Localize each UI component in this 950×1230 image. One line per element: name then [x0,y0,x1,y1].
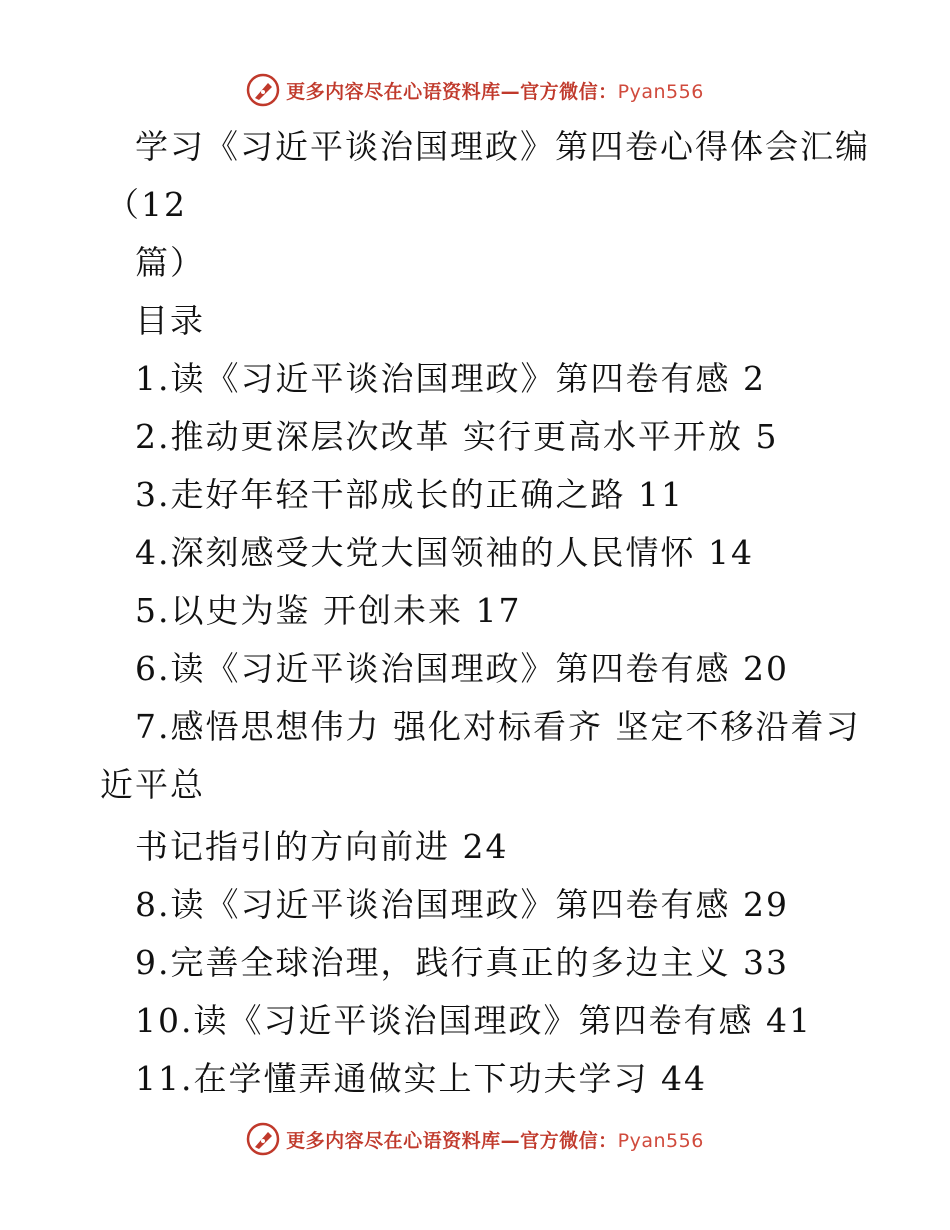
toc-item-continuation[interactable]: 近平总 [100,765,205,804]
toc-item[interactable]: 1.读《习近平谈治国理政》第四卷有感 2 [135,359,766,398]
toc-item[interactable]: 10.读《习近平谈治国理政》第四卷有感 41 [135,1001,812,1040]
pen-nib-logo-icon [246,73,280,107]
toc-item[interactable]: 8.读《习近平谈治国理政》第四卷有感 29 [135,885,789,924]
watermark-text: 更多内容尽在心语资料库—官方微信： [286,80,618,103]
document-title-count: （12 [106,185,187,224]
footer-watermark [0,1119,950,1159]
watermark-text: 更多内容尽在心语资料库—官方微信： [286,1129,618,1152]
watermark-id: Pyan556 [617,1129,704,1152]
toc-item-continuation[interactable]: 书记指引的方向前进 24 [135,827,509,866]
pen-nib-logo-icon [246,1122,280,1156]
toc-item[interactable]: 6.读《习近平谈治国理政》第四卷有感 20 [135,649,789,688]
toc-item[interactable]: 9.完善全球治理，践行真正的多边主义 33 [135,943,789,982]
toc-item[interactable]: 5.以史为鉴 开创未来 17 [135,591,522,630]
document-title-suffix: 篇） [135,243,205,282]
toc-item[interactable]: 11.在学懂弄通做实上下功夫学习 44 [135,1059,707,1098]
toc-item[interactable]: 7.感悟思想伟力 强化对标看齐 坚定不移沿着习 [135,707,861,746]
toc-heading: 目录 [135,301,205,340]
header-watermark [0,70,950,110]
watermark-id: Pyan556 [617,80,704,103]
toc-item[interactable]: 2.推动更深层次改革 实行更高水平开放 5 [135,417,779,456]
toc-item[interactable]: 4.深刻感受大党大国领袖的人民情怀 14 [135,533,754,572]
toc-item[interactable]: 3.走好年轻干部成长的正确之路 11 [135,475,684,514]
document-title: 学习《习近平谈治国理政》第四卷心得体会汇编 [135,127,870,166]
